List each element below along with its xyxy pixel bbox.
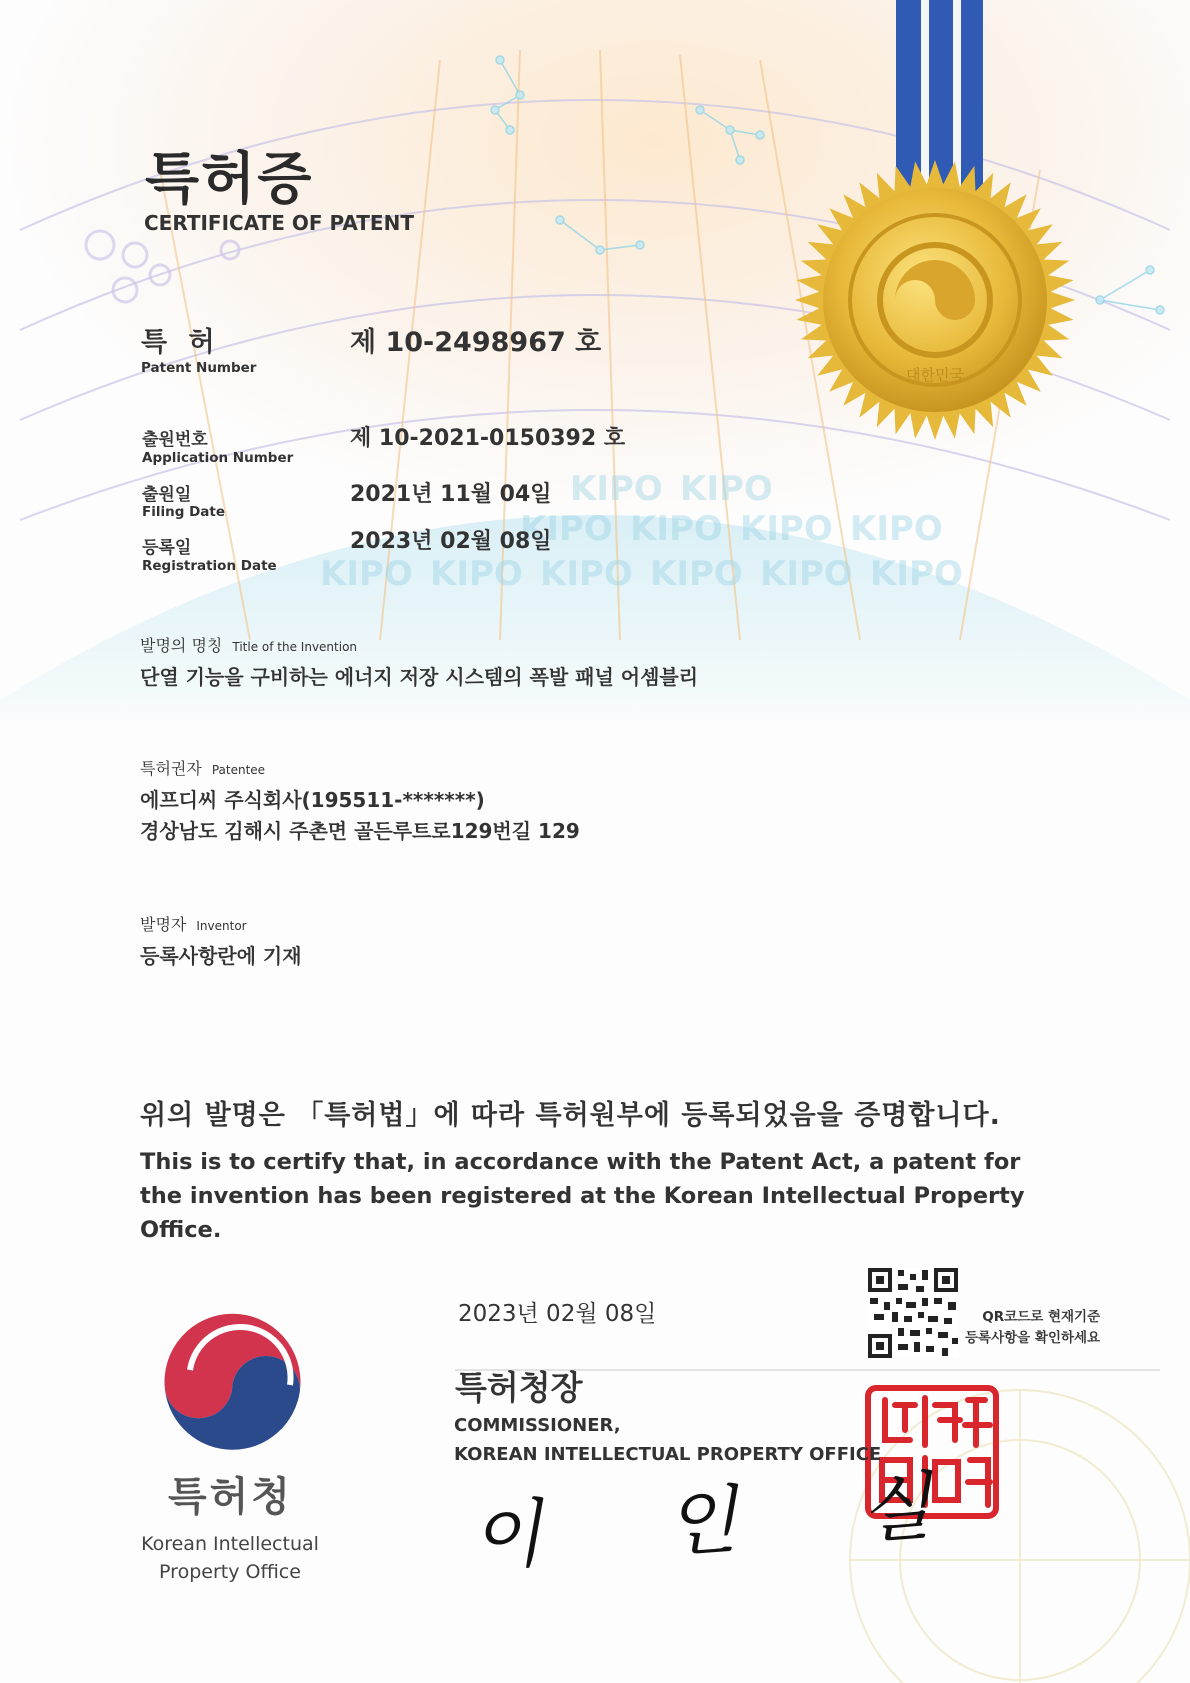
certificate-title-en: CERTIFICATE OF PATENT: [144, 211, 414, 235]
certificate-title-ko: 특허증: [145, 147, 314, 212]
inventor-value: 등록사항란에 기재: [140, 944, 302, 968]
patentee-label-ko: 특허권자: [140, 759, 202, 778]
patentee-label-en: Patentee: [211, 763, 266, 777]
watermark-row-2: KIPO: [630, 509, 723, 549]
qr-code-note: [965, 1307, 1100, 1349]
watermark-row-3: KIPO: [870, 554, 963, 594]
kipo-logo-name-en-line2: Property Office: [159, 1561, 301, 1583]
filing-date-label-ko: 출원일: [142, 485, 192, 505]
registration-date-label-ko: 등록일: [142, 538, 192, 558]
watermark-row-3: KIPO: [320, 554, 413, 594]
watermark-row-1: KIPO: [680, 469, 773, 509]
qr-code-note-line1: QR코드로 현재기준: [982, 1309, 1101, 1325]
inventor-label-en: Inventor: [196, 919, 247, 933]
commissioner-title-en-line1: COMMISSIONER,: [454, 1415, 621, 1436]
inventor-label: [140, 912, 247, 935]
certification-text-ko: 위의 발명은 「특허법」에 따라 특허원부에 등록되었음을 증명합니다.: [140, 1100, 1001, 1131]
registration-date-value: 2023년 02월 08일: [350, 529, 552, 554]
kipo-logo-name-en: [130, 1530, 330, 1586]
certification-text-en: This is to certify that, in accordance with the Patent Act, a patent for the invention has been registered at the Korean Intellectual Property Office.: [140, 1149, 1025, 1243]
patentee-address: 경상남도 김해시 주촌면 골든루트로129번길 129: [140, 819, 580, 843]
filing-date-value: 2021년 11월 04일: [350, 482, 552, 507]
invention-title-label-en: Title of the Invention: [232, 640, 358, 654]
patent-number-label-ko: 특 허: [141, 327, 221, 358]
kipo-logo-name-en-line1: Korean Intellectual: [141, 1533, 319, 1555]
inventor-label-ko: 발명자: [140, 915, 187, 934]
watermark-row-1: KIPO: [570, 469, 663, 509]
watermark-row-3: KIPO: [540, 554, 633, 594]
seal-emblem-text: 대한민국: [906, 366, 964, 384]
qr-code-note-line2: 등록사항을 확인하세요: [965, 1330, 1101, 1346]
patentee-label: [140, 756, 265, 779]
commissioner-signature: 이 인 실: [468, 1460, 985, 1582]
watermark-row-3: KIPO: [430, 554, 523, 594]
invention-title-label: [140, 633, 357, 656]
watermark-row-2: KIPO: [850, 509, 943, 549]
application-number-value: 제 10-2021-0150392 호: [350, 426, 626, 451]
application-number-label-en: Application Number: [142, 450, 294, 466]
issue-date: 2023년 02월 08일: [458, 1301, 657, 1327]
kipo-logo-icon: [164, 1314, 300, 1450]
watermark-row-3: KIPO: [650, 554, 743, 594]
watermark-row-3: KIPO: [760, 554, 853, 594]
invention-title-label-ko: 발명의 명칭: [140, 636, 223, 655]
commissioner-title-ko: 특허청장: [455, 1368, 583, 1407]
watermark-row-2: KIPO: [740, 509, 833, 549]
patent-number-value: 제 10-2498967 호: [350, 327, 602, 358]
patent-number-label-en: Patent Number: [141, 360, 257, 376]
commissioner-title-en-line2: KOREAN INTELLECTUAL PROPERTY OFFICE: [454, 1444, 882, 1465]
watermark-row-2: KIPO: [520, 509, 613, 549]
registration-date-label-en: Registration Date: [142, 558, 277, 574]
kipo-logo-name-ko: 특허청: [168, 1474, 293, 1520]
patentee-name: 에프디씨 주식회사(195511-*******): [140, 788, 485, 812]
application-number-label-ko: 출원번호: [142, 430, 208, 450]
filing-date-label-en: Filing Date: [142, 504, 226, 520]
qr-code-icon: [868, 1268, 958, 1358]
invention-title-value: 단열 기능을 구비하는 에너지 저장 시스템의 폭발 패널 어셈블리: [140, 665, 699, 689]
